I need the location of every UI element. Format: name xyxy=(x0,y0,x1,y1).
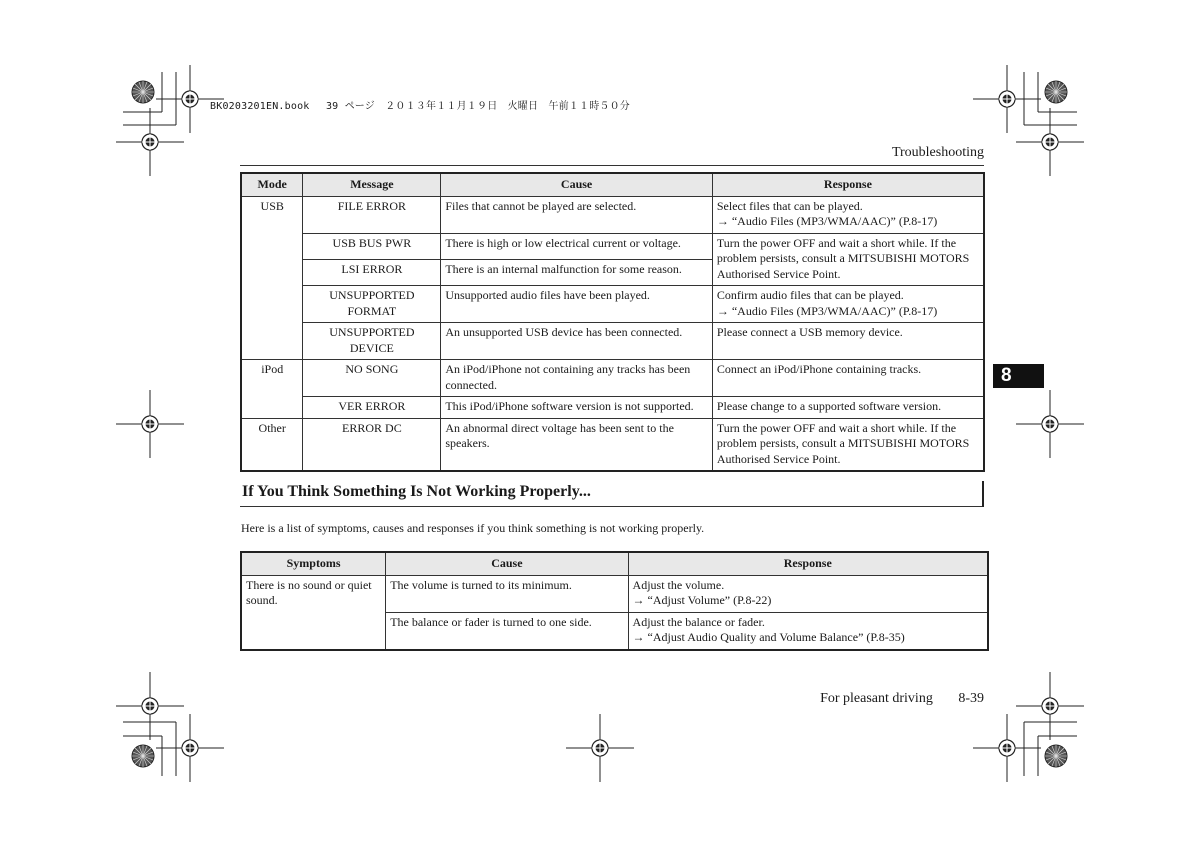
mode-cell: USB xyxy=(241,196,303,360)
response-reference: → “Adjust Volume” (P.8-22) xyxy=(632,593,772,607)
column-header: Message xyxy=(303,173,441,196)
column-header: Cause xyxy=(386,552,628,575)
cause-cell: There is an internal malfunction for some reason. xyxy=(441,259,713,285)
response-reference: → “Audio Files (MP3/WMA/AAC)” (P.8-17) xyxy=(716,303,938,318)
error-message-table xyxy=(240,172,985,472)
symptom-cell: There is no sound or quiet sound. xyxy=(241,575,386,650)
symptom-table xyxy=(240,551,989,651)
page-footer xyxy=(820,691,984,707)
message-cell: VER ERROR xyxy=(303,397,441,419)
header-rule xyxy=(240,165,984,166)
table-row xyxy=(241,286,984,323)
column-header: Response xyxy=(712,173,984,196)
response-reference: → “Audio Files (MP3/WMA/AAC)” (P.8-17) xyxy=(716,214,938,228)
table-row xyxy=(241,323,984,360)
cause-cell: The balance or fader is turned to one side. xyxy=(386,612,628,650)
cause-cell: There is high or low electrical current or voltage. xyxy=(441,233,713,259)
message-cell: FILE ERROR xyxy=(303,196,441,233)
response-text: Select files that can be played. xyxy=(716,198,863,213)
heading-text: If You Think Something Is Not Working Properly... xyxy=(242,483,591,500)
cause-cell: This iPod/iPhone software version is not supported. xyxy=(441,397,713,419)
footer-chapter-name: For pleasant driving xyxy=(820,691,933,706)
column-header: Response xyxy=(628,552,988,575)
response-cell xyxy=(628,612,988,650)
intro-paragraph: Here is a list of symptoms, causes and responses if you think something is not working properly. xyxy=(241,521,705,535)
response-cell: Turn the power OFF and wait a short while. If the problem persists, consult a MITSUBISHI MOTORS Authorised Service Point. xyxy=(712,418,984,471)
table-header-row xyxy=(241,173,984,196)
mode-cell: iPod xyxy=(241,360,303,419)
heading-accent-line xyxy=(982,481,984,507)
column-header: Cause xyxy=(441,173,713,196)
response-text: Confirm audio files that can be played. xyxy=(716,288,904,302)
cause-cell: Files that cannot be played are selected. xyxy=(441,196,713,233)
table-header-row xyxy=(241,552,988,575)
table-row xyxy=(241,233,984,259)
cause-cell: An iPod/iPhone not containing any tracks has been connected. xyxy=(441,360,713,397)
response-cell xyxy=(712,286,984,323)
column-header: Symptoms xyxy=(241,552,386,575)
table-row xyxy=(241,575,988,612)
table-row xyxy=(241,196,984,233)
table-row xyxy=(241,418,984,471)
message-cell: UNSUPPORTED FORMAT xyxy=(303,286,441,323)
cause-cell: An abnormal direct voltage has been sent to the speakers. xyxy=(441,418,713,471)
column-header: Mode xyxy=(241,173,303,196)
response-cell: Turn the power OFF and wait a short while. If the problem persists, consult a MITSUBISHI MOTORS Authorised Service Point. xyxy=(712,233,984,286)
response-cell: Please connect a USB memory device. xyxy=(712,323,984,360)
response-text: Adjust the volume. xyxy=(632,577,725,592)
message-cell: NO SONG xyxy=(303,360,441,397)
cause-cell: An unsupported USB device has been connected. xyxy=(441,323,713,360)
response-cell: Connect an iPod/iPhone containing tracks. xyxy=(712,360,984,397)
response-cell xyxy=(712,196,984,233)
response-text: Adjust the balance or fader. xyxy=(632,614,765,629)
message-cell: LSI ERROR xyxy=(303,259,441,285)
page-number: 8-39 xyxy=(958,691,984,706)
print-file-header: BK0203201EN.book 39 ページ ２０１３年１１月１９日 火曜日 午前１１時５０分 xyxy=(210,101,631,112)
cause-cell: Unsupported audio files have been played. xyxy=(441,286,713,323)
response-reference: → “Adjust Audio Quality and Volume Balance” (P.8-35) xyxy=(632,630,905,644)
table-row xyxy=(241,397,984,419)
mode-cell: Other xyxy=(241,418,303,471)
response-cell xyxy=(628,575,988,612)
response-cell: Please change to a supported software version. xyxy=(712,397,984,419)
chapter-tab: 8 xyxy=(993,364,1044,388)
message-cell: USB BUS PWR xyxy=(303,233,441,259)
table-row xyxy=(241,360,984,397)
message-cell: ERROR DC xyxy=(303,418,441,471)
cause-cell: The volume is turned to its minimum. xyxy=(386,575,628,612)
section-heading xyxy=(240,481,984,507)
section-title: Troubleshooting xyxy=(891,145,984,160)
message-cell: UNSUPPORTED DEVICE xyxy=(303,323,441,360)
